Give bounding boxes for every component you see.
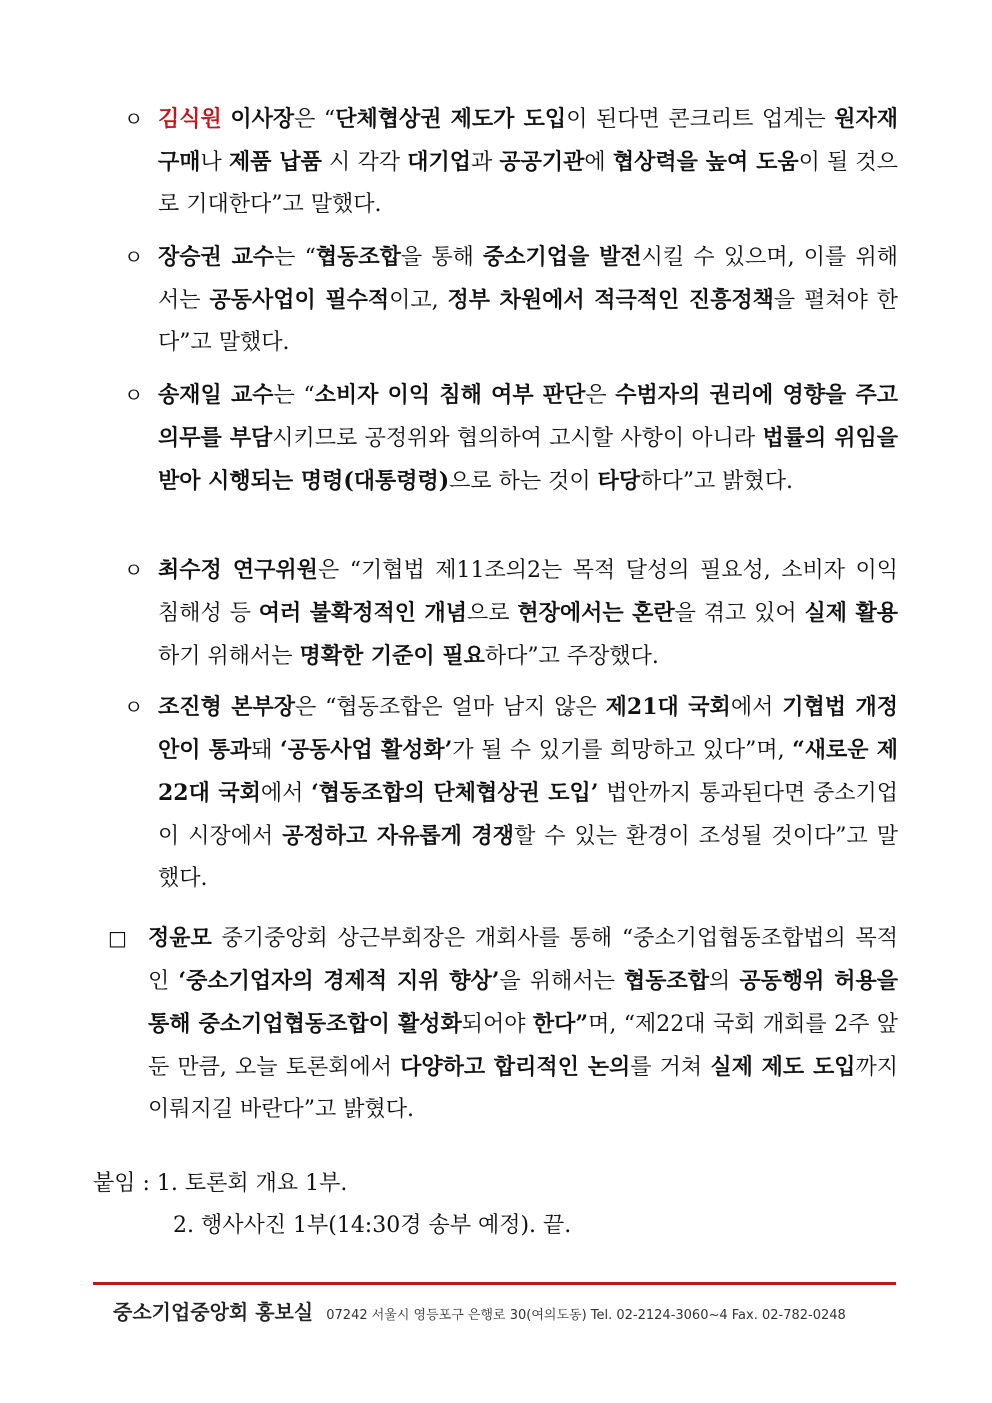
emphasis-run: ‘공동사업 활성화’ — [280, 737, 453, 763]
text-run: 을 펼쳐야 한다”고 말했다. — [158, 288, 898, 355]
text-run: 시키므로 공정위와 협의하여 고시할 사항이 아니라 — [272, 426, 763, 451]
text-run: 되어야 — [461, 1012, 533, 1037]
text-run: 나 — [200, 150, 229, 175]
emphasis-run: 제품 납품 — [228, 149, 322, 175]
emphasis-run: 송재일 교수 — [158, 382, 274, 408]
text-run: 법안까지 통과된다면 중소기업이 시장에서 — [158, 781, 899, 849]
emphasis-run: 다양하고 합리적인 논의 — [400, 1054, 631, 1080]
attachments — [93, 1163, 571, 1247]
emphasis-run: 여러 불확정적인 개념 — [258, 600, 468, 626]
text-run: 의 — [709, 969, 740, 994]
emphasis-run: 정윤모 — [148, 925, 212, 951]
emphasis-run: 제21대 국회 — [605, 694, 731, 720]
attachment-line-2: 2. 행사사진 1부(14:30경 송부 예정). 끝. — [173, 1213, 572, 1238]
text-run: 시 각각 — [321, 150, 408, 175]
emphasis-run: 명확한 기준이 필요 — [299, 643, 485, 669]
emphasis-run: ‘중소기업자의 경제적 지위 향상’ — [178, 968, 500, 994]
emphasis-run: “새로운 제22대 국회 — [158, 737, 898, 806]
bullet-circle: ㅇ — [124, 107, 144, 131]
footer — [113, 1296, 846, 1325]
footer-divider — [93, 1282, 896, 1285]
text-run: 며, “제22대 국회 개회를 2주 앞둔 만큼, 오늘 토론회에서 — [148, 1012, 898, 1080]
emphasis-run: 현장에서는 혼란 — [517, 600, 675, 626]
emphasis-run: 실제 제도 도입 — [710, 1054, 856, 1080]
paragraph-jo-jinhyeong — [158, 686, 898, 900]
text-run: 돼 — [251, 738, 281, 763]
emphasis-run: 타당 — [597, 468, 641, 494]
emphasis-run: 공동사업이 필수적 — [209, 287, 390, 313]
emphasis-run: 수범자의 권리에 영향을 주고 의무를 부담 — [158, 382, 899, 451]
emphasis-run: 기협법 개정안이 통과 — [158, 694, 898, 763]
text-run: 는 “ — [273, 383, 315, 408]
text-run: 하다”고 밝혔다. — [640, 469, 793, 494]
text-run: 를 거쳐 — [630, 1055, 711, 1080]
paragraph-song-jaeil — [158, 374, 898, 503]
bullet-square: □ — [108, 926, 127, 950]
text-run: 까지 이뤄지길 바란다”고 밝혔다. — [148, 1055, 898, 1122]
emphasis-run: 실제 활용 — [804, 600, 898, 626]
emphasis-run: 김식원 — [158, 106, 222, 132]
emphasis-run: 최수정 연구위원 — [158, 557, 318, 583]
attachment-line-1: 붙임 : 1. 토론회 개요 1부. — [93, 1171, 348, 1196]
text-run: 으로 하는 것이 — [449, 469, 598, 494]
emphasis-run: 법률의 위임을 받아 시행되는 명령(대통령령) — [158, 425, 898, 494]
emphasis-run: 협동조합 — [315, 244, 401, 270]
text-run: 은 — [585, 383, 616, 408]
text-run: 을 위해서는 — [499, 969, 624, 994]
footer-org: 중소기업중앙회 홍보실 — [113, 1300, 314, 1324]
paragraph-jeong-yunmo — [148, 917, 898, 1131]
emphasis-run: 공정하고 자유롭게 경쟁 — [282, 823, 515, 849]
text-run: 이고, — [389, 288, 448, 313]
paragraph-kim-sikwon — [158, 98, 898, 226]
text-run: 할 수 있는 환경이 조성될 것이다”고 말했다. — [158, 824, 898, 891]
emphasis-run: 장승권 교수 — [158, 244, 275, 270]
emphasis-run: 대기업 — [407, 149, 471, 175]
text-run: 에서 — [730, 695, 783, 720]
text-run: 이 될 것으로 기대한다”고 말했다. — [158, 150, 899, 217]
text-run: 하다”고 주장했다. — [484, 644, 659, 669]
paragraph-choi-sujeong — [158, 549, 898, 678]
emphasis-run: 원자재 구매 — [158, 106, 899, 175]
text-run: 에서 — [260, 781, 312, 806]
emphasis-run: 한다” — [532, 1011, 589, 1037]
emphasis-run: 협상력을 높여 도움 — [612, 149, 799, 175]
text-run: 가 될 수 있기를 희망하고 있다”며, — [452, 738, 793, 763]
text-run: 시킬 수 있으며, 이를 위해서는 — [158, 245, 898, 313]
text-run: 는 “ — [274, 245, 316, 270]
emphasis-run: 공공기관 — [499, 149, 585, 175]
text-run: 하기 위해서는 — [158, 644, 300, 669]
emphasis-run: ‘협동조합의 단체협상권 도입’ — [311, 780, 599, 806]
footer-address: 07242 서울시 영등포구 은행로 30(여의도동) Tel. 02-2124-3060~4 Fax. 02-782-0248 — [326, 1308, 846, 1323]
text-run: 과 — [470, 150, 500, 175]
emphasis-run: 협동조합 — [624, 968, 710, 994]
emphasis-run: 조진형 본부장 — [158, 694, 296, 720]
text-run: 을 겪고 있어 — [674, 601, 805, 626]
text-run: 으로 — [467, 601, 518, 626]
bullet-circle: ㅇ — [124, 558, 144, 582]
text-run: 중기중앙회 상근부회장은 개회사를 통해 “중소기업협동조합법의 목적인 — [148, 926, 898, 994]
bullet-circle: ㅇ — [124, 245, 144, 269]
bullet-circle: ㅇ — [124, 695, 144, 719]
emphasis-run: 중소기업을 발전 — [483, 244, 642, 270]
emphasis-run: 공동행위 허용을 통해 중소기업협동조합이 활성화 — [148, 968, 898, 1037]
emphasis-run: 단체협상권 제도가 도입 — [335, 106, 567, 132]
text-run: 은 “기협법 제11조의2는 목적 달성의 필요성, 소비자 이익 침해성 등 — [158, 558, 898, 626]
emphasis-run: 소비자 이익 침해 여부 판단 — [314, 382, 586, 408]
text-run: 이 된다면 콘크리트 업계는 — [566, 107, 835, 132]
bullet-circle: ㅇ — [124, 383, 144, 407]
text-run: 에 — [584, 150, 613, 175]
text-run: 은 “협동조합은 얼마 남지 않은 — [295, 695, 606, 720]
emphasis-run: 이사장 — [230, 106, 295, 132]
text-run: 을 통해 — [400, 245, 484, 270]
paragraph-jang-seungkwon — [158, 236, 898, 364]
text-run: 은 “ — [294, 107, 336, 132]
emphasis-run: 정부 차원에서 적극적인 진흥정책 — [447, 287, 774, 313]
